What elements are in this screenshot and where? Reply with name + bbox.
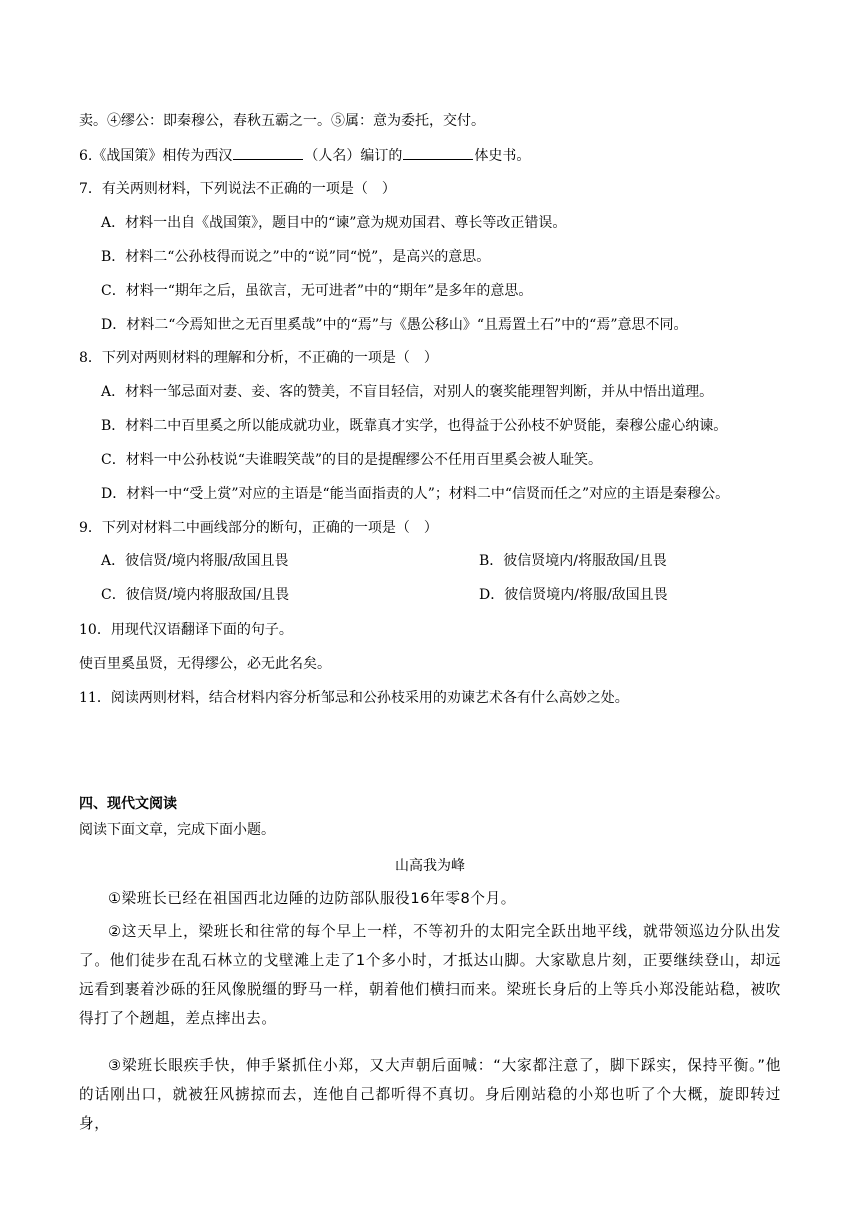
question-7: 7．有关两则材料，下列说法不正确的一项是（ ） (79, 181, 396, 197)
option-9b: B．彼信贤境内/将服敌国/且畏 (479, 553, 667, 569)
question-10-sentence: 使百里奚虽贤，无得缪公，必无此名矣。 (79, 656, 331, 672)
article-paragraph-3: ③梁班长眼疾手快，伸手紧抓住小郑，又大声朝后面喊：“大家都注意了，脚下踩实，保持平衡。”他的话刚出口，就被狂风掳掠而去，连他自己都听得不真切。身后刚站稳的小郑也听了个大概，旋即转过身， (79, 1057, 781, 1132)
question-6-part3: 体史书。 (474, 148, 531, 164)
option-8c: C．材料一中公孙枝说“夫谁暇笑哉”的目的是提醒缪公不任用百里奚会被人耻笑。 (101, 452, 603, 468)
question-6 (79, 145, 530, 166)
question-10: 10．用现代汉语翻译下面的句子。 (79, 622, 293, 638)
article-paragraph-2: ②这天早上，梁班长和往常的每个早上一样，不等初升的太阳完全跃出地平线，就带领巡边分队出发了。他们徒步在乱石林立的戈壁滩上走了1个多小时，才抵达山脚。大家歇息片刻，正要继续登山，却远远看到裹着沙砾的狂风像脱缰的野马一样，朝着他们横扫而来。梁班长身后的上等兵小郑没能站稳，被吹得打了个趔趄，差点摔出去。 (79, 923, 781, 1027)
question-9: 9．下列对材料二中画线部分的断句，正确的一项是（ ） (79, 520, 438, 536)
option-7c: C．材料一“期年之后，虽欲言，无可进者”中的“期年”是多年的意思。 (101, 283, 533, 299)
note-line: 卖。④缪公：即秦穆公，春秋五霸之一。⑤属：意为委托，交付。 (79, 113, 485, 129)
answer-blank-2[interactable] (403, 145, 473, 160)
option-8a: A．材料一邹忌面对妻、妾、客的赞美，不盲目轻信，对别人的褒奖能理智判断，并从中悟出道理。 (101, 384, 714, 400)
option-7b: B．材料二“公孙枝得而说之”中的“说”同“悦”，是高兴的意思。 (101, 249, 491, 265)
section-heading: 四、现代文阅读 (79, 796, 177, 812)
option-8d: D．材料一中“受上赏”对应的主语是“能当面指责的人”；材料二中“信贤而任之”对应的主语是秦穆公。 (101, 486, 730, 502)
article-paragraph-1: ①梁班长已经在祖国西北边陲的边防部队服役16年零8个月。 (108, 890, 516, 907)
option-8b: B．材料二中百里奚之所以能成就功业，既靠真才实学，也得益于公孙枝不妒贤能，秦穆公虚心纳谏。 (101, 418, 728, 434)
question-11: 11．阅读两则材料，结合材料内容分析邹忌和公孙枝采用的劝谏艺术各有什么高妙之处。 (79, 690, 629, 706)
section-instruction: 阅读下面文章，完成下面小题。 (79, 822, 275, 838)
option-9a: A．彼信贤/境内将服/敌国且畏 (101, 553, 289, 569)
answer-blank-1[interactable] (233, 145, 303, 160)
option-9d: D．彼信贤境内/将服/敌国且畏 (479, 587, 668, 603)
options-9-row2 (101, 585, 781, 605)
option-7a: A．材料一出自《战国策》，题目中的“谏”意为规劝国君、尊长等改正错误。 (101, 215, 567, 231)
question-8: 8．下列对两则材料的理解和分析，不正确的一项是（ ） (79, 350, 438, 366)
option-7d: D．材料二“今焉知世之无百里奚哉”中的“焉”与《愚公移山》“且焉置土石”中的“焉”意思不同。 (101, 317, 688, 333)
option-9c: C．彼信贤/境内将服敌国/且畏 (101, 587, 290, 603)
question-6-part2: （人名）编订的 (304, 148, 403, 164)
options-9-row1 (101, 551, 781, 571)
question-6-part1: 6.《战国策》相传为西汉 (79, 148, 233, 164)
article-title: 山高我为峰 (395, 858, 465, 874)
